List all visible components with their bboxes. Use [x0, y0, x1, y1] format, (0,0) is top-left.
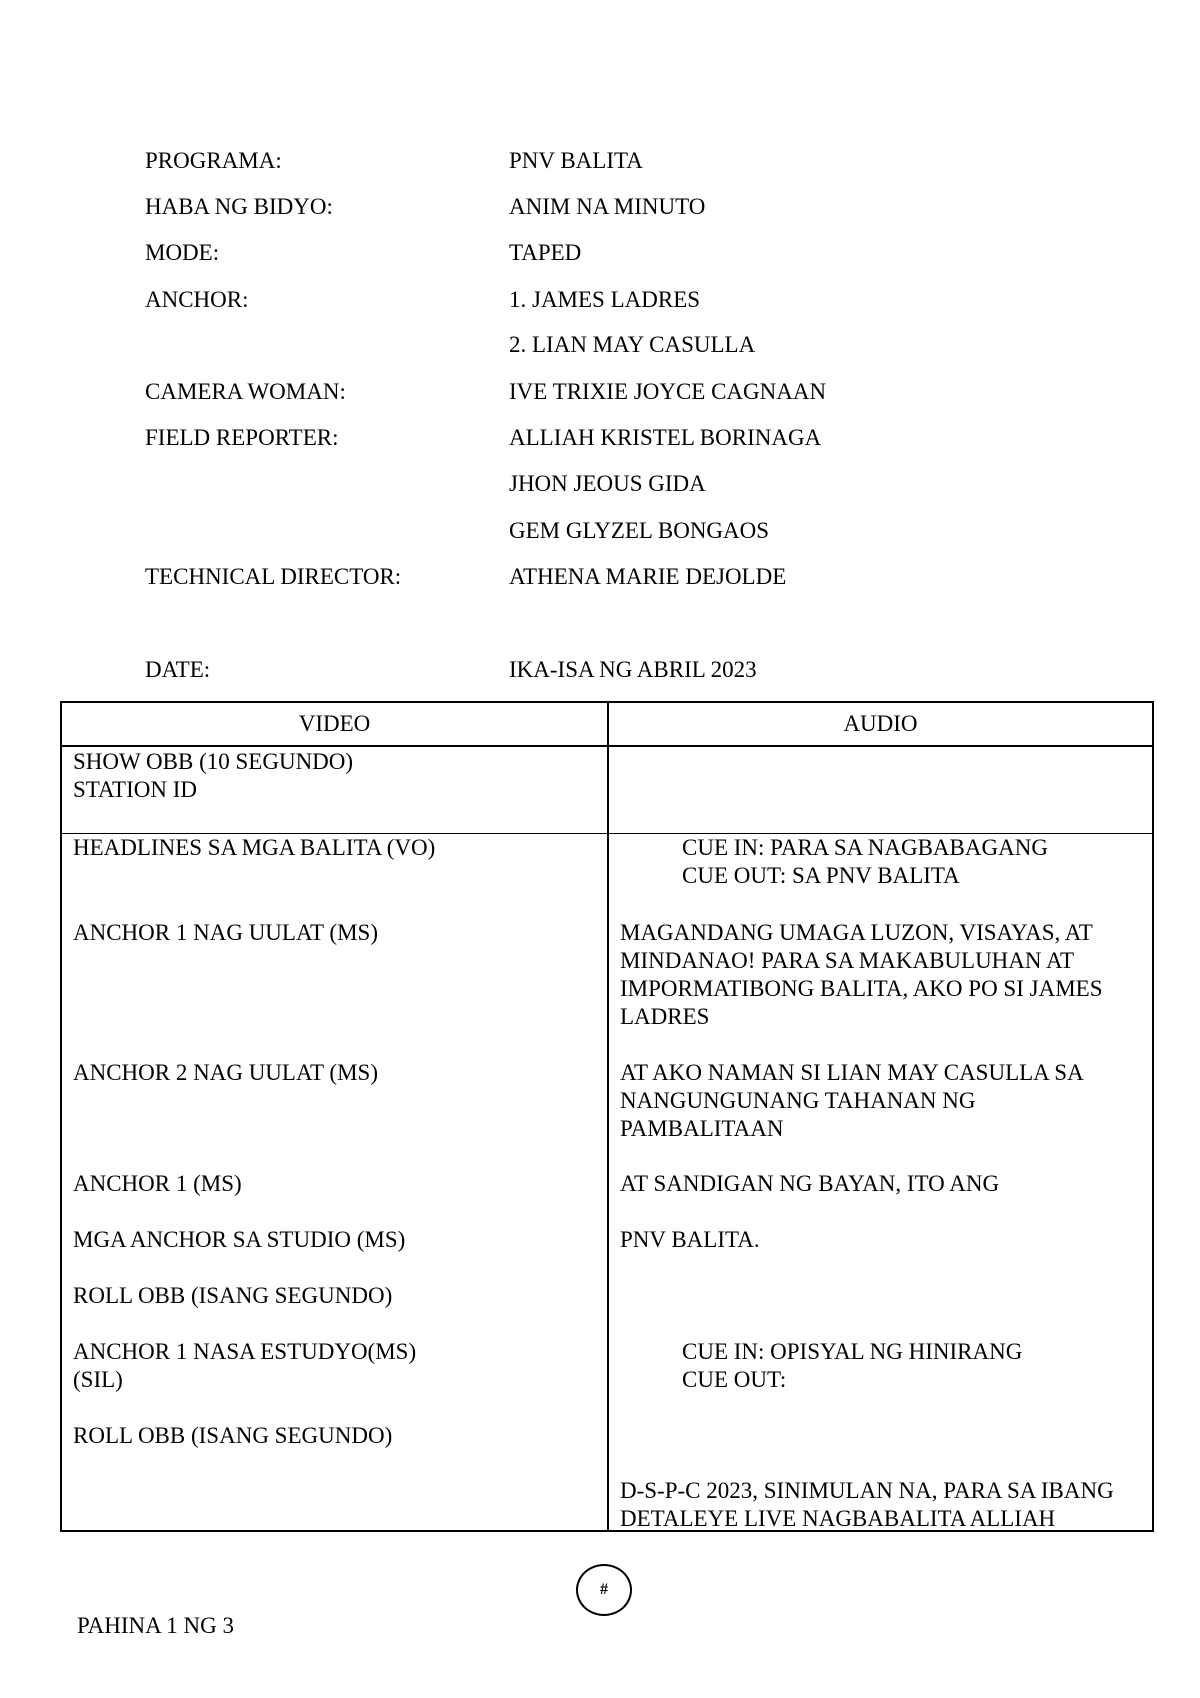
video-line: MGA ANCHOR SA STUDIO (MS) [73, 1227, 406, 1252]
audio-column-header: AUDIO [843, 711, 918, 736]
meta-value: IKA-ISA NG ABRIL 2023 [509, 657, 757, 682]
video-column-header: VIDEO [298, 711, 371, 736]
audio-line: AT SANDIGAN NG BAYAN, ITO ANG [620, 1171, 1000, 1196]
audio-line: CUE OUT: SA PNV BALITA [682, 863, 960, 888]
audio-cell [620, 1477, 1114, 1533]
meta-value: TAPED [509, 240, 582, 265]
video-line: STATION ID [73, 777, 198, 802]
meta-value: PNV BALITA [509, 148, 643, 173]
audio-line: LADRES [620, 1004, 710, 1029]
meta-row-programa [0, 146, 1200, 176]
audio-line: IMPORMATIBONG BALITA, AKO PO SI JAMES [620, 976, 1103, 1001]
meta-value: 1. JAMES LADRES [509, 287, 701, 312]
meta-value: GEM GLYZEL BONGAOS [509, 518, 770, 543]
audio-cell [620, 919, 1102, 1031]
meta-value: IVE TRIXIE JOYCE CAGNAAN [509, 379, 827, 404]
audio-line: PAMBALITAAN [620, 1116, 784, 1141]
meta-value: ATHENA MARIE DEJOLDE [509, 564, 787, 589]
meta-label: PROGRAMA: [145, 148, 282, 173]
page-footer: PAHINA 1 NG 3 [77, 1613, 234, 1638]
meta-row-field-reporter [0, 423, 1200, 453]
audio-line: DETALEYE LIVE NAGBABALITA ALLIAH [620, 1506, 1056, 1531]
meta-row-reporter-3 [0, 516, 1200, 546]
meta-row-anchor-2 [0, 330, 1200, 360]
audio-line: D-S-P-C 2023, SINIMULAN NA, PARA SA IBANG [620, 1478, 1114, 1503]
meta-label: MODE: [145, 240, 220, 265]
header-divider [62, 745, 1152, 747]
video-cell [73, 1226, 405, 1254]
audio-cue-cell [682, 1338, 1022, 1394]
video-line: ANCHOR 2 NAG UULAT (MS) [73, 1060, 378, 1085]
script-table [60, 701, 1154, 1532]
video-cell [73, 1338, 416, 1394]
video-line: ROLL OBB (ISANG SEGUNDO) [73, 1283, 393, 1308]
meta-value: 2. LIAN MAY CASULLA [509, 332, 756, 357]
video-cell [73, 1170, 242, 1198]
video-cell [73, 919, 378, 947]
video-line: SHOW OBB (10 SEGUNDO) [73, 749, 354, 774]
meta-row-haba [0, 192, 1200, 222]
audio-line: AT AKO NAMAN SI LIAN MAY CASULLA SA [620, 1060, 1084, 1085]
video-line: ANCHOR 1 NAG UULAT (MS) [73, 920, 378, 945]
audio-cell [620, 1226, 760, 1254]
meta-row-camera [0, 377, 1200, 407]
video-line: ROLL OBB (ISANG SEGUNDO) [73, 1423, 393, 1448]
video-cell [73, 834, 435, 862]
meta-row-technical-director [0, 562, 1200, 592]
audio-cue-cell [682, 834, 1048, 890]
video-cell [73, 1059, 378, 1087]
audio-line: CUE IN: PARA SA NAGBABAGANG [682, 835, 1048, 860]
audio-cell [620, 1170, 999, 1198]
meta-label: HABA NG BIDYO: [145, 194, 333, 219]
meta-value: ALLIAH KRISTEL BORINAGA [509, 425, 822, 450]
video-cell [73, 1422, 392, 1450]
video-line: HEADLINES SA MGA BALITA (VO) [73, 835, 436, 860]
meta-label: FIELD REPORTER: [145, 425, 339, 450]
meta-label: ANCHOR: [145, 287, 249, 312]
audio-line: PNV BALITA. [620, 1227, 760, 1252]
video-line: (SIL) [73, 1367, 123, 1392]
page-number-mark: # [576, 1564, 632, 1616]
meta-value: ANIM NA MINUTO [509, 194, 706, 219]
audio-line: MAGANDANG UMAGA LUZON, VISAYAS, AT [620, 920, 1093, 945]
video-cell [73, 1282, 392, 1310]
column-divider [607, 703, 609, 1530]
audio-line: NANGUNGUNANG TAHANAN NG [620, 1088, 976, 1113]
audio-line: CUE OUT: [682, 1367, 787, 1392]
video-cell [73, 748, 353, 804]
audio-cell [620, 1059, 1084, 1143]
meta-label: DATE: [145, 657, 211, 682]
meta-label: TECHNICAL DIRECTOR: [145, 564, 402, 589]
meta-value: JHON JEOUS GIDA [509, 471, 706, 496]
video-line: ANCHOR 1 (MS) [73, 1171, 242, 1196]
meta-row-mode [0, 238, 1200, 268]
audio-line: MINDANAO! PARA SA MAKABULUHAN AT [620, 948, 1075, 973]
meta-row-reporter-2 [0, 469, 1200, 499]
audio-line: CUE IN: OPISYAL NG HINIRANG [682, 1339, 1023, 1364]
meta-label: CAMERA WOMAN: [145, 379, 346, 404]
video-line: ANCHOR 1 NASA ESTUDYO(MS) [73, 1339, 417, 1364]
meta-row-date [0, 655, 1200, 685]
meta-row-anchor [0, 285, 1200, 315]
